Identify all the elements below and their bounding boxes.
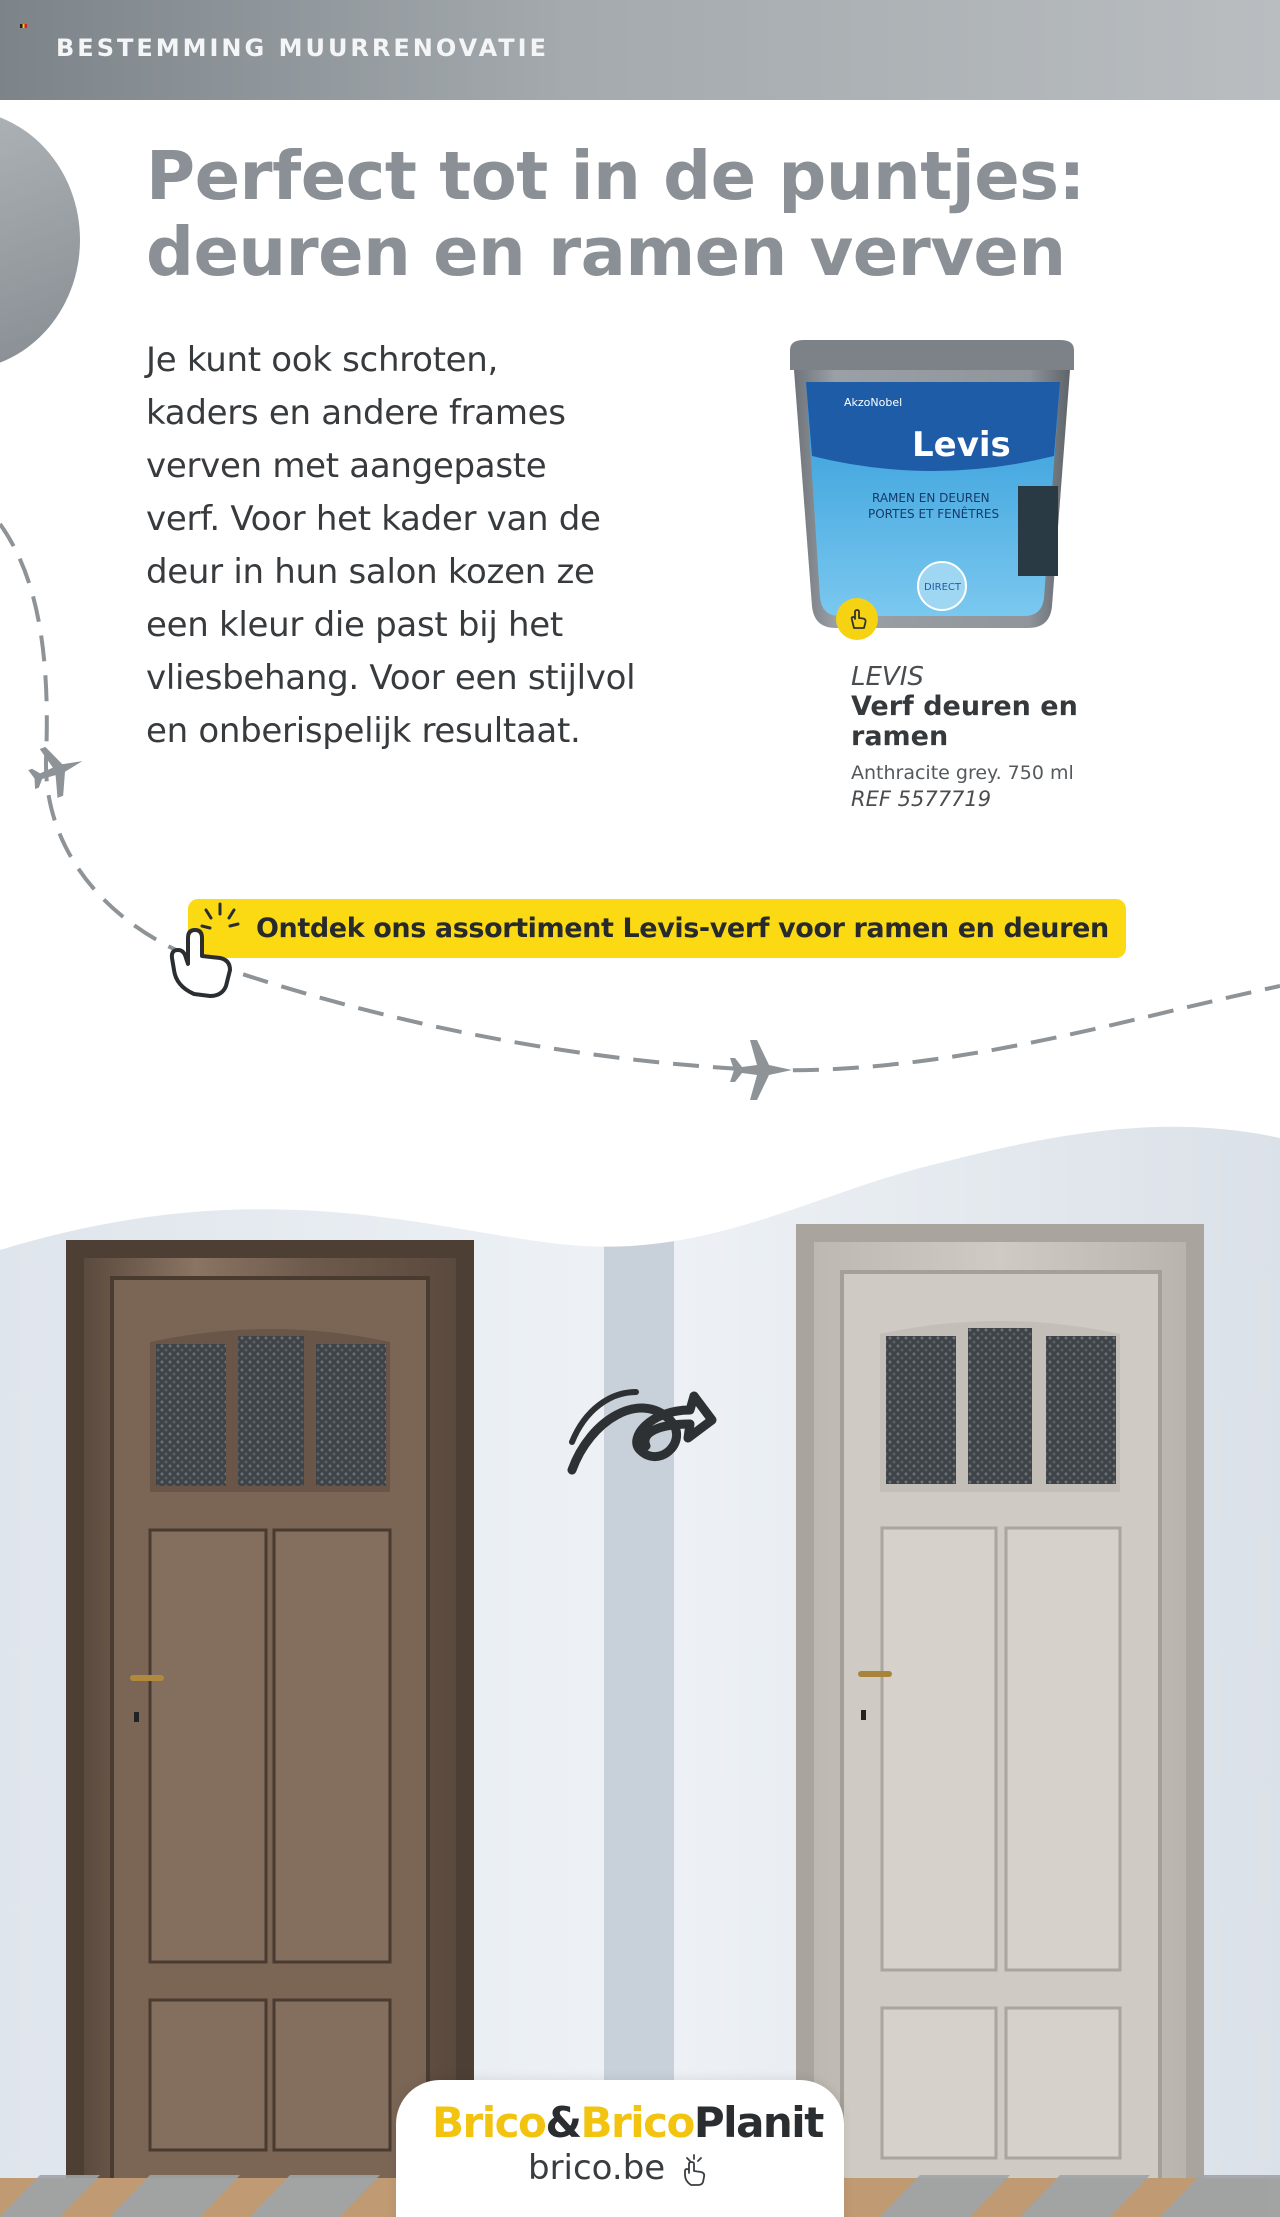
website-url[interactable]: brico.be <box>527 2148 666 2188</box>
product-variant: Anthracite grey. 750 ml <box>851 762 1074 784</box>
product-name: Verf deuren en ramen <box>851 691 1078 752</box>
page-title <box>146 138 1146 290</box>
can-label-maker: AkzoNobel <box>844 396 903 409</box>
can-label-line-1: RAMEN EN DEUREN <box>872 491 990 505</box>
airplane-icon <box>23 737 92 804</box>
body-line: verf. Voor het kader van de <box>146 499 601 539</box>
product-ref: REF 5577719 <box>851 787 992 811</box>
logo-part-2: Brico <box>580 2098 694 2147</box>
body-line: en onberispelijk resultaat. <box>146 711 581 751</box>
section-tag: BESTEMMING MUURRENOVATIE <box>56 34 549 62</box>
body-line: kaders en andere frames <box>146 393 566 433</box>
flag-icon <box>20 24 27 28</box>
can-label-badge: DIRECT <box>924 582 962 593</box>
door-before <box>66 1240 474 2200</box>
website-link[interactable] <box>396 2148 844 2188</box>
body-line: verven met aangepaste <box>146 446 547 486</box>
body-line: deur in hun salon kozen ze <box>146 552 595 592</box>
body-line: een kleur die past bij het <box>146 605 563 645</box>
pointing-hand-icon[interactable] <box>164 900 248 1000</box>
cta-label: Ontdek ons assortiment Levis-verf voor ramen en deuren <box>256 913 1109 944</box>
body-line: vliesbehang. Voor een stijlvol <box>146 658 636 698</box>
tap-icon[interactable] <box>836 598 878 640</box>
can-label-brand: Levis <box>912 425 1011 465</box>
brand-logo-card[interactable] <box>396 2080 844 2217</box>
title-line-1: Perfect tot in de puntjes: <box>146 137 1085 215</box>
airplane-icon <box>730 1040 792 1100</box>
product-info <box>851 662 1181 812</box>
decorative-disc <box>0 110 80 370</box>
body-line: Je kunt ook schroten, <box>146 340 499 380</box>
logo-part-1: Brico <box>432 2098 546 2147</box>
door-after <box>796 1224 1204 2200</box>
before-after-door-photo <box>0 1120 1280 2217</box>
click-hand-icon <box>682 2153 712 2187</box>
title-line-2: deuren en ramen verven <box>146 213 1066 291</box>
section-header-band <box>0 0 1280 100</box>
logo-part-3: Planit <box>693 2098 823 2147</box>
can-label-line-2: PORTES ET FENÊTRES <box>868 507 1000 521</box>
logo-ampersand: & <box>545 2098 581 2147</box>
product-brand: LEVIS <box>851 662 924 692</box>
cta-button[interactable] <box>188 899 1126 958</box>
brico-planit-logo <box>432 2098 823 2147</box>
levis-paint-can-image <box>782 336 1082 652</box>
